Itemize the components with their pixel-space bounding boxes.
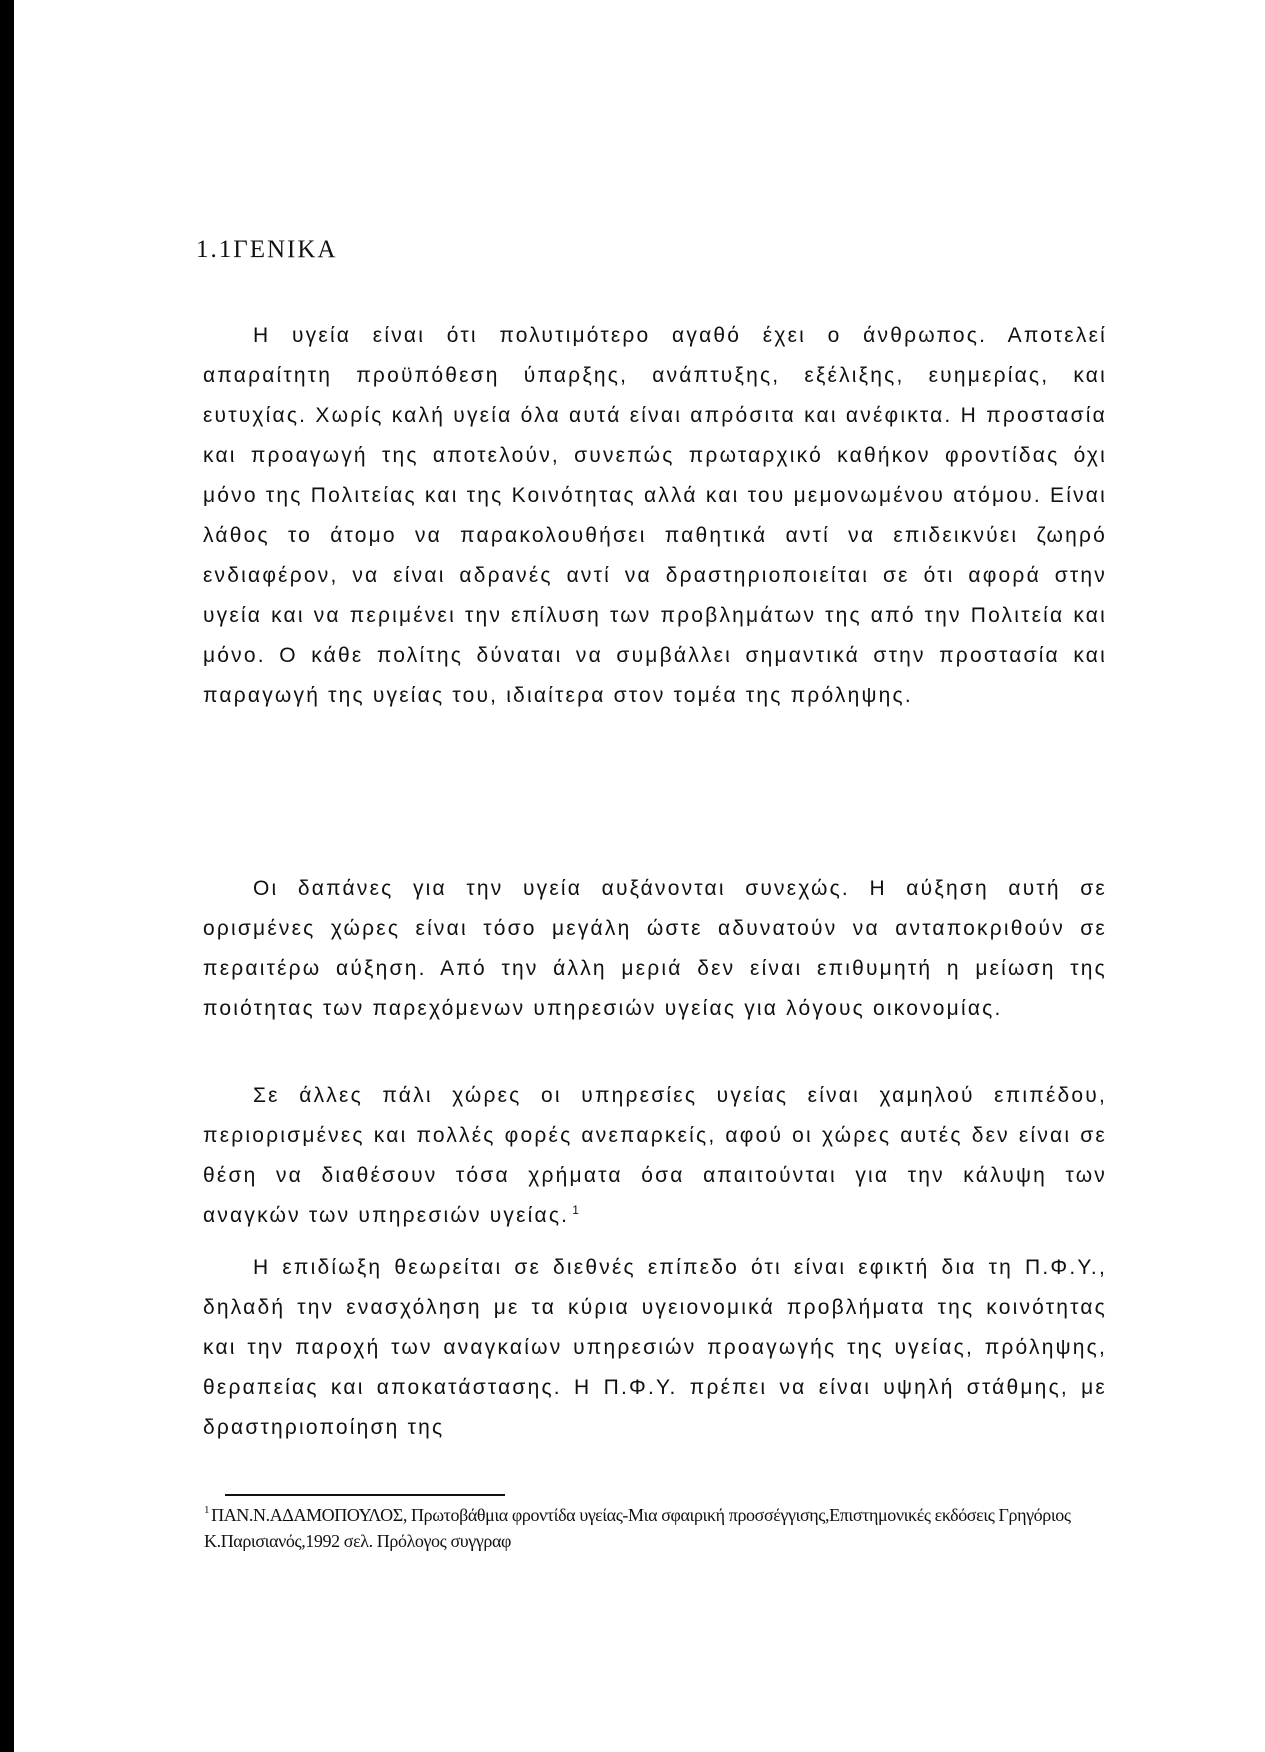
paragraph-3: [203, 1076, 1107, 1236]
footnote-mark: 1: [204, 1504, 210, 1516]
paragraph-text: Η υγεία είναι ότι πολυτιμότερο αγαθό έχει ο άνθρωπος. Αποτελεί απαραίτητη προϋπόθεση ύπαρξης, ανάπτυξης, εξέλιξης, ευημερίας, και ευτυχίας. Χωρίς καλή υγεία όλα αυτά είναι απρόσιτα και ανέφικτα. Η προστασία και προαγωγή της αποτελούν, συνεπώς πρωταρχικό καθήκον φροντίδας όχι μόνο της Πολιτείας και της Κοινότητας αλλά και του μεμονωμένου ατόμου. Είναι λάθος το άτομο να παρακολουθήσει παθητικά αντί να επιδεικνύει ζωηρό ενδιαφέρον, να είναι αδρανές αντί να δραστηριοποιείται σε ότι αφορά στην υγεία και να περιμένει την επίλυση των προβλημάτων της από την Πολιτεία και μόνο. Ο κάθε πολίτης δύναται να συμβάλλει σημαντικά στην προστασία και παραγωγή της υγείας του, ιδιαίτερα στον τομέα της πρόληψης.: [203, 324, 1107, 707]
footnote: [204, 1502, 1104, 1554]
footnote-text: ΠΑΝ.Ν.ΑΔΑΜΟΠΟΥΛΟΣ, Πρωτοβάθμια φροντίδα υγείας-Μια σφαιρική προσσέγγισης,Επιστημονικές εκδόσεις Γρηγόριος Κ.Παρισιανός,1992 σελ. Πρόλογος συγγραφ: [204, 1505, 1071, 1551]
paragraph-1: [203, 316, 1107, 716]
paragraph-text-content: Σε άλλες πάλι χώρες οι υπηρεσίες υγείας είναι χαμηλού επιπέδου, περιορισμένες και πολλές φορές ανεπαρκείς, αφού οι χώρες αυτές δεν είναι σε θέση να διαθέσουν τόσα χρήματα όσα απαιτούνται για την κάλυψη των αναγκών των υπηρεσιών υγείας.: [203, 1084, 1107, 1227]
footnote-divider: [225, 1494, 505, 1496]
section-heading: 1.1ΓΕΝΙΚΑ: [196, 236, 338, 263]
paragraph-text: [203, 1076, 1107, 1236]
paragraph-4: [203, 1248, 1107, 1448]
paragraph-text: Η επιδίωξη θεωρείται σε διεθνές επίπεδο ότι είναι εφικτή δια τη Π.Φ.Υ., δηλαδή την ενασχόληση με τα κύρια υγειονομικά προβλήματα της κοινότητας και την παροχή των αναγκαίων υπηρεσιών προαγωγής της υγείας, πρόληψης, θεραπείας και αποκατάστασης. Η Π.Φ.Υ. πρέπει να είναι υψηλή στάθμης, με δραστηριοποίηση της: [203, 1256, 1107, 1439]
paragraph-text: Οι δαπάνες για την υγεία αυξάνονται συνεχώς. Η αύξηση αυτή σε ορισμένες χώρες είναι τόσο μεγάλη ώστε αδυνατούν να ανταποκριθούν σε περαιτέρω αύξηση. Από την άλλη μεριά δεν είναι επιθυμητή η μείωση της ποιότητας των παρεχόμενων υπηρεσιών υγείας για λόγους οικονομίας.: [203, 877, 1107, 1020]
paragraph-2: [203, 869, 1107, 1029]
footnote-reference: 1: [572, 1203, 582, 1217]
